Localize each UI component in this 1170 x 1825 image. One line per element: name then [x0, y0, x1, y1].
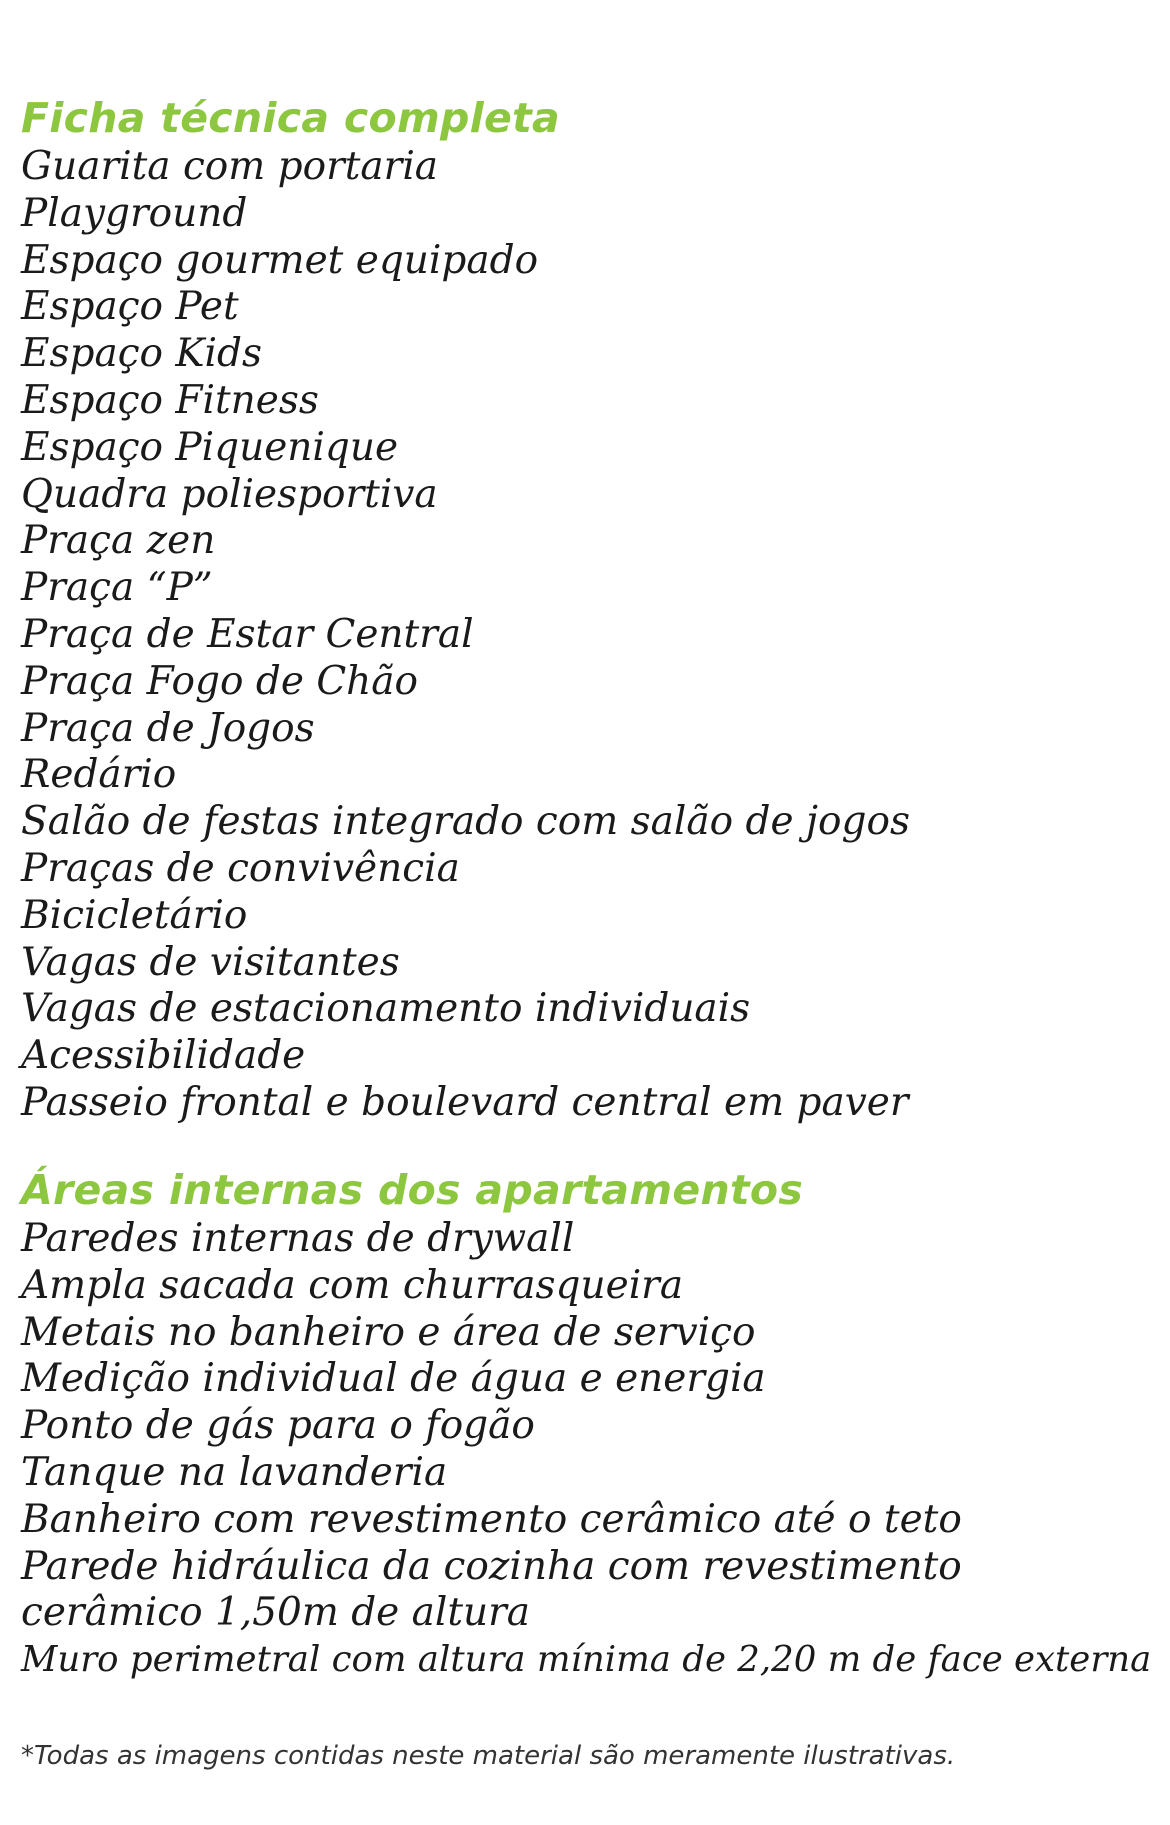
list-item: Quadra poliesportiva: [21, 471, 438, 517]
list-item: Banheiro com revestimento cerâmico até o teto: [21, 1496, 962, 1542]
list-item: Medição individual de água e energia: [21, 1356, 766, 1402]
list-item: Playground: [21, 190, 248, 236]
list-item: Praça zen: [21, 518, 216, 564]
list-item: Espaço Piquenique: [21, 424, 399, 470]
list-item: Praça Fogo de Chão: [21, 658, 419, 704]
section-title: Áreas internas dos apartamentos: [21, 1166, 804, 1214]
list-item: Tanque na lavanderia: [21, 1449, 448, 1495]
list-item: Praça de Jogos: [21, 705, 315, 751]
list-item: Bicicletário: [21, 892, 248, 938]
list-item: Espaço Kids: [21, 331, 263, 377]
list-item: Passeio frontal e boulevard central em paver: [21, 1079, 909, 1125]
amenities-list: [21, 144, 1151, 1127]
list-item: Ampla sacada com churrasqueira: [21, 1262, 684, 1308]
list-item: Espaço Pet: [21, 284, 239, 330]
list-item: Parede hidráulica da cozinha com revestimento cerâmico 1,50m de altura: [21, 1543, 962, 1636]
list-item: Paredes internas de drywall: [21, 1216, 575, 1261]
list-item: Muro perimetral com altura mínima de 2,20 m de face externa: [21, 1639, 1152, 1681]
list-item: Vagas de estacionamento individuais: [21, 986, 751, 1032]
list-item: Praça de Estar Central: [21, 611, 474, 657]
disclaimer-footnote: *Todas as imagens contidas neste material são meramente ilustrativas.: [21, 1741, 956, 1771]
section-title: Ficha técnica completa: [21, 94, 560, 142]
list-item: Praça “P”: [21, 565, 213, 611]
list-item: Vagas de visitantes: [21, 939, 400, 985]
section-areas-internas: [21, 1164, 1151, 1684]
list-item: Praças de convivência: [21, 845, 460, 891]
list-item: Acessibilidade: [21, 1033, 306, 1079]
list-item: Espaço gourmet equipado: [21, 237, 539, 283]
list-item: Redário: [21, 752, 177, 798]
list-item: Espaço Fitness: [21, 377, 319, 423]
list-item: Salão de festas integrado com salão de jogos: [21, 799, 910, 845]
list-item: Guarita com portaria: [21, 144, 439, 189]
section-ficha-tecnica: [21, 92, 1151, 1127]
interior-list: [21, 1216, 1151, 1684]
list-item: Ponto de gás para o fogão: [21, 1403, 535, 1449]
list-item: Metais no banheiro e área de serviço: [21, 1309, 756, 1355]
